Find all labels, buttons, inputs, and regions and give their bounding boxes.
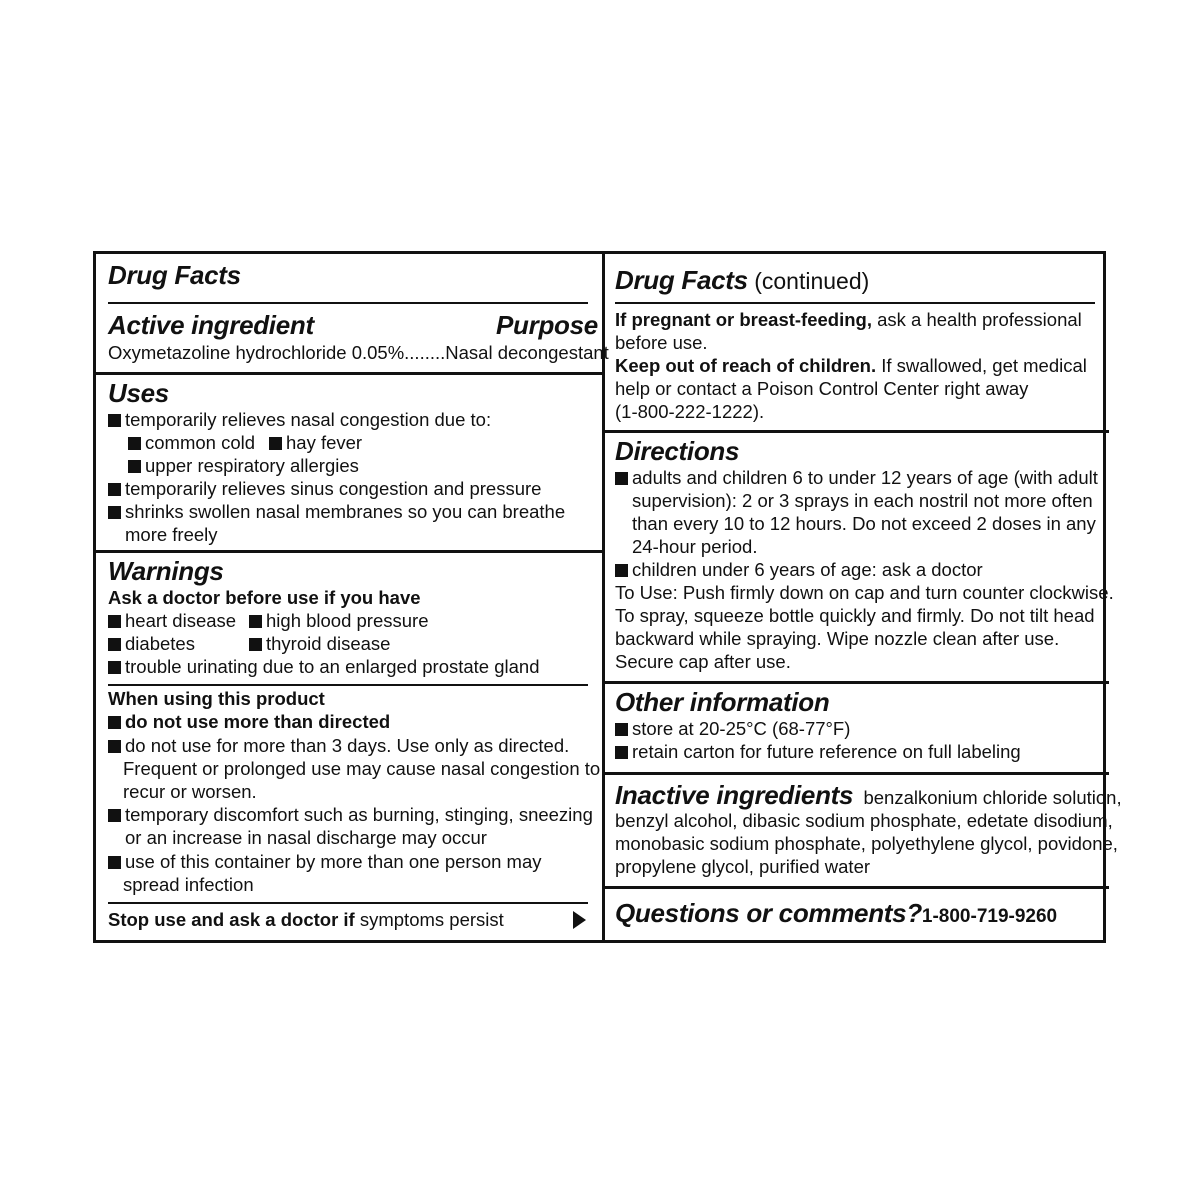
uses-item-continued: more freely bbox=[125, 524, 218, 545]
section-divider bbox=[96, 550, 602, 553]
drug-facts-panel bbox=[93, 251, 1122, 943]
title-rule bbox=[615, 302, 1095, 304]
questions-line bbox=[615, 898, 1057, 928]
inactive-ingredients-line: monobasic sodium phosphate, polyethylene glycol, povidone, bbox=[615, 833, 1118, 854]
uses-item: temporarily relieves sinus congestion and pressure bbox=[108, 477, 541, 500]
bullet-icon bbox=[108, 615, 121, 628]
inactive-ingredients-line: benzyl alcohol, dibasic sodium phosphate, edetate disodium, bbox=[615, 810, 1113, 831]
other-information-item: store at 20-25°C (68-77°F) bbox=[615, 717, 850, 740]
keep-out-line: Keep out of reach of children. If swallowed, get medical bbox=[615, 355, 1087, 376]
when-using-item-continued: or an increase in nasal discharge may occur bbox=[125, 827, 487, 848]
section-divider bbox=[602, 886, 1109, 889]
bullet-icon bbox=[108, 414, 121, 427]
directions-item: adults and children 6 to under 12 years of age (with adult bbox=[615, 466, 1098, 489]
bullet-icon bbox=[108, 483, 121, 496]
section-divider bbox=[602, 681, 1109, 684]
to-use-line: To Use: Push firmly down on cap and turn counter clockwise. bbox=[615, 582, 1114, 603]
condition-item: heart disease bbox=[108, 609, 236, 632]
bullet-icon bbox=[108, 506, 121, 519]
when-using-item-continued: spread infection bbox=[123, 874, 254, 895]
bullet-icon bbox=[615, 564, 628, 577]
when-using-item: do not use for more than 3 days. Use only as directed. bbox=[108, 734, 569, 757]
bullet-icon bbox=[128, 437, 141, 450]
stop-use-line: Stop use and ask a doctor if symptoms persist bbox=[108, 909, 504, 930]
directions-item-continued: supervision): 2 or 3 sprays in each nostril not more often bbox=[632, 490, 1093, 511]
bullet-icon bbox=[108, 661, 121, 674]
questions-phone: 1-800-719-9260 bbox=[921, 906, 1058, 927]
inactive-ingredients-line: propylene glycol, purified water bbox=[615, 856, 871, 877]
bullet-icon bbox=[108, 809, 121, 822]
bullet-icon bbox=[249, 638, 262, 651]
active-ingredient-heading: Active ingredient bbox=[108, 310, 314, 340]
keep-out-line-continued: (1-800-222-1222). bbox=[615, 401, 765, 422]
directions-item-continued: 24-hour period. bbox=[632, 536, 758, 557]
to-use-line: To spray, squeeze bottle quickly and firmly. Do not tilt head bbox=[615, 605, 1095, 626]
keep-out-line-continued: help or contact a Poison Control Center right away bbox=[615, 378, 1029, 399]
bullet-icon bbox=[615, 472, 628, 485]
when-using-subheading: When using this product bbox=[108, 688, 325, 709]
bullet-icon bbox=[128, 460, 141, 473]
other-information-heading: Other information bbox=[615, 687, 830, 717]
bullet-icon bbox=[108, 716, 121, 729]
uses-item: shrinks swollen nasal membranes so you can breathe bbox=[108, 500, 565, 523]
warnings-heading: Warnings bbox=[108, 556, 224, 586]
condition-item: trouble urinating due to an enlarged prostate gland bbox=[108, 655, 540, 678]
directions-heading: Directions bbox=[615, 436, 740, 466]
pregnant-line-continued: before use. bbox=[615, 332, 708, 353]
uses-item: temporarily relieves nasal congestion due to: bbox=[108, 408, 491, 431]
warnings-rule bbox=[108, 902, 588, 904]
questions-heading: Questions or comments? bbox=[615, 898, 922, 928]
when-using-item: temporary discomfort such as burning, stinging, sneezing bbox=[108, 803, 593, 826]
continue-arrow-icon bbox=[573, 911, 586, 929]
other-information-item: retain carton for future reference on full labeling bbox=[615, 740, 1021, 763]
section-divider bbox=[96, 372, 602, 375]
directions-item-continued: than every 10 to 12 hours. Do not exceed 2 doses in any bbox=[632, 513, 1096, 534]
to-use-line: backward while spraying. Wipe nozzle clean after use. bbox=[615, 628, 1060, 649]
directions-item: children under 6 years of age: ask a doctor bbox=[615, 558, 983, 581]
to-use-line: Secure cap after use. bbox=[615, 651, 791, 672]
inactive-ingredients-heading: Inactive ingredients bbox=[615, 780, 854, 810]
section-divider bbox=[602, 772, 1109, 775]
condition-item: thyroid disease bbox=[249, 632, 390, 655]
ask-doctor-subheading: Ask a doctor before use if you have bbox=[108, 587, 421, 608]
when-using-item-continued: recur or worsen. bbox=[123, 781, 257, 802]
bullet-icon bbox=[108, 856, 121, 869]
purpose-heading: Purpose bbox=[496, 310, 598, 340]
condition-item: diabetes bbox=[108, 632, 195, 655]
bullet-icon bbox=[269, 437, 282, 450]
when-using-item-continued: Frequent or prolonged use may cause nasal congestion to bbox=[123, 758, 601, 779]
inactive-ingredients-line: Inactive ingredients benzalkonium chloride solution, bbox=[615, 780, 1122, 810]
section-divider bbox=[602, 430, 1109, 433]
active-ingredient-line: Oxymetazoline hydrochloride 0.05%........Nasal decongestant bbox=[108, 342, 609, 363]
bullet-icon bbox=[108, 740, 121, 753]
uses-subitem: upper respiratory allergies bbox=[128, 454, 359, 477]
when-using-item: use of this container by more than one person may bbox=[108, 850, 542, 873]
bullet-icon bbox=[615, 746, 628, 759]
uses-heading: Uses bbox=[108, 378, 169, 408]
uses-subitem: common cold bbox=[128, 431, 255, 454]
when-using-item: do not use more than directed bbox=[108, 710, 390, 733]
uses-subitem: hay fever bbox=[269, 431, 362, 454]
right-title: Drug Facts (continued) bbox=[615, 265, 870, 295]
title-rule bbox=[108, 302, 588, 304]
bullet-icon bbox=[615, 723, 628, 736]
left-title: Drug Facts bbox=[108, 260, 241, 290]
pregnant-line: If pregnant or breast-feeding, ask a health professional bbox=[615, 309, 1082, 330]
bullet-icon bbox=[249, 615, 262, 628]
bullet-icon bbox=[108, 638, 121, 651]
condition-item: high blood pressure bbox=[249, 609, 429, 632]
warnings-rule bbox=[108, 684, 588, 686]
